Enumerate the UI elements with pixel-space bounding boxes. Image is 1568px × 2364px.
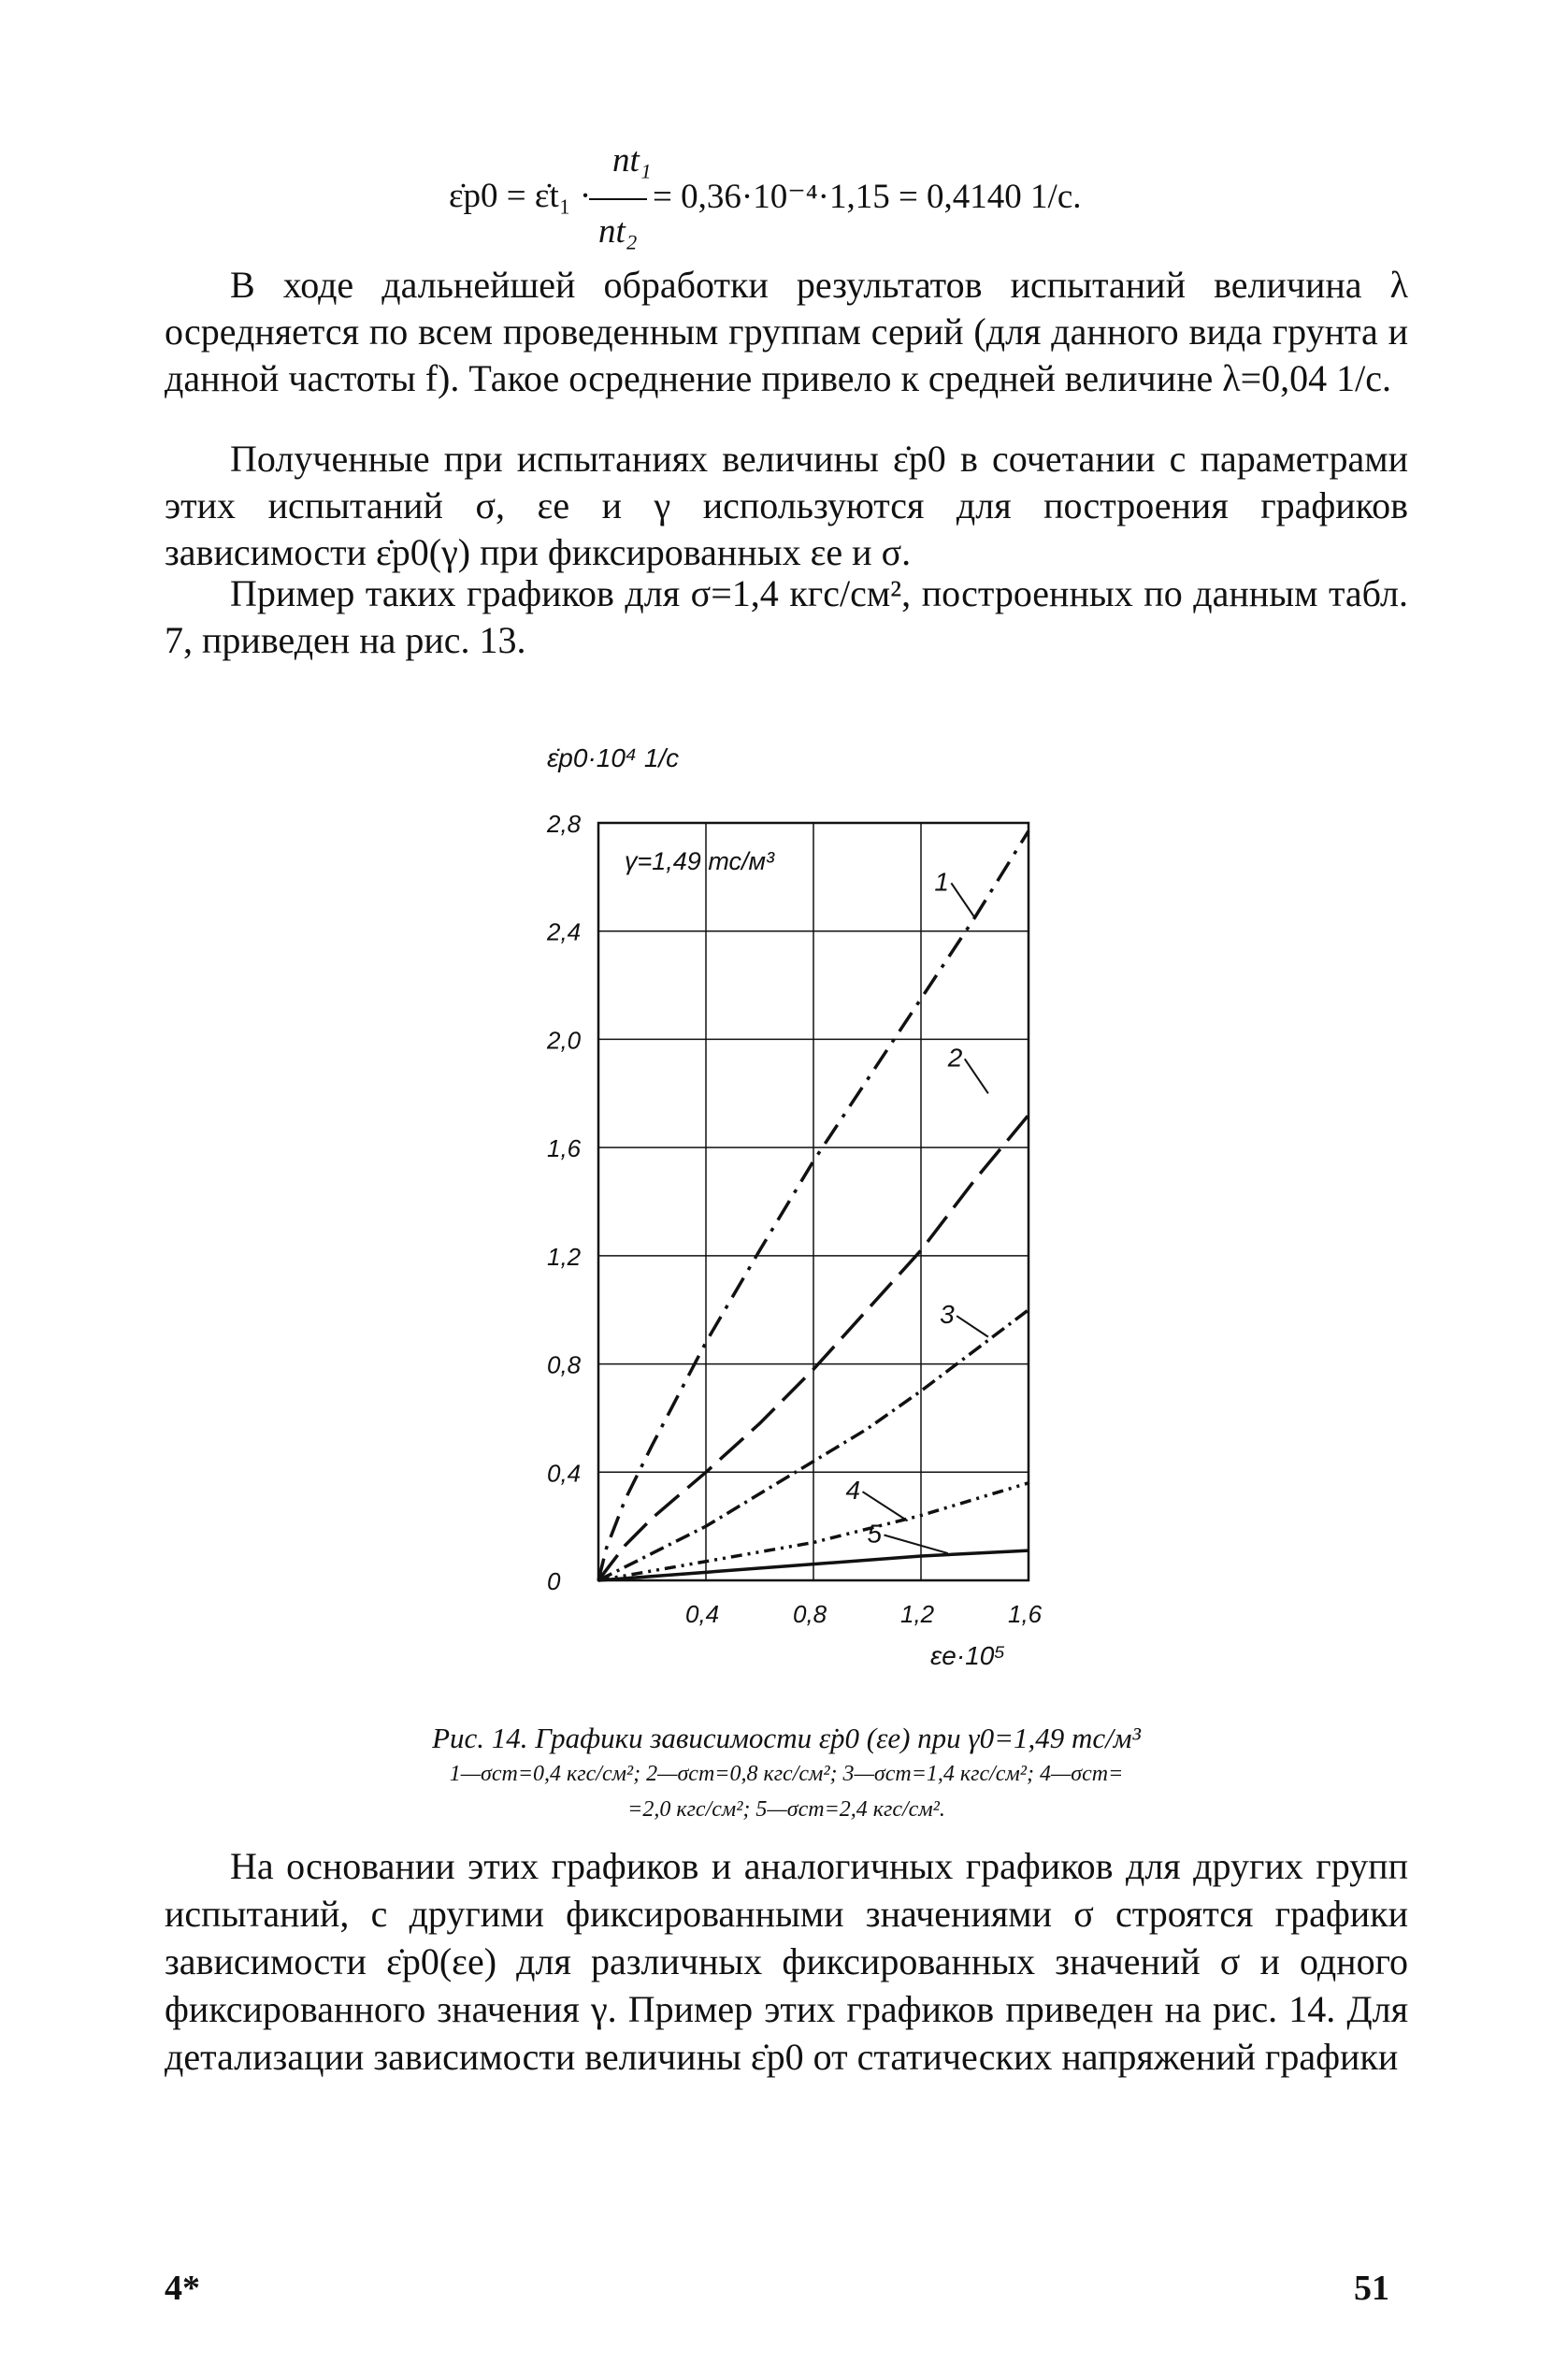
y-tick-label: 2,4 bbox=[547, 917, 582, 946]
x-axis-label: εe·10⁵ bbox=[930, 1641, 1006, 1670]
x-tick-label: 1,6 bbox=[1008, 1600, 1043, 1628]
paragraph-3: Пример таких графиков для σ=1,4 кгс/см², построенных по данным табл. 7, приведен на рис. 13. bbox=[165, 572, 1408, 661]
figure-14-chart bbox=[505, 739, 1085, 1702]
series-4-label: 4 bbox=[845, 1476, 861, 1506]
series-3-label: 3 bbox=[940, 1300, 955, 1330]
signature-mark: 4* bbox=[165, 2269, 200, 2308]
series-5-label: 5 bbox=[867, 1519, 883, 1549]
page-number: 51 bbox=[1354, 2269, 1389, 2308]
formula-rhs: = 0,36·10⁻⁴·1,15 = 0,4140 1/с. bbox=[653, 178, 1082, 216]
x-tick-label: 1,2 bbox=[900, 1600, 935, 1628]
x-tick-label: 0,4 bbox=[685, 1600, 720, 1628]
chart-grid bbox=[598, 823, 1029, 1580]
series-5-leader bbox=[885, 1535, 948, 1554]
figure-caption bbox=[165, 1721, 1408, 1827]
fraction-bar bbox=[589, 198, 647, 200]
paragraph-1: В ходе дальнейшей обработки результатов испытаний величина λ осредняется по всем проведенным группам серий (для данного вида грунта и данной частоты f). Такое осреднение привело к средней величине λ=0,04 1/с. bbox=[165, 264, 1408, 399]
caption-title: Рис. 14. Графики зависимости ε̇p0 (εe) при γ0=1,49 тс/м³ bbox=[432, 1722, 1141, 1754]
y-axis-label: ε̇p0·10⁴ 1/с bbox=[547, 743, 680, 772]
paragraph-4: На основании этих графиков и аналогичных графиков для других групп испытаний, с другими фиксированными значениями σ строятся графики зависимости ε̇p0(εe) для различных фиксированных значений σ и одного фиксированного значения γ. Пример этих графиков приведен на рис. 14. Для детализации зависимости величины ε̇p0 от статических напряжений графики bbox=[165, 1845, 1408, 2078]
gamma-annotation: γ=1,49 тс/м³ bbox=[625, 847, 775, 875]
y-tick-label: 1,2 bbox=[547, 1242, 582, 1271]
series-4-leader bbox=[863, 1492, 908, 1521]
caption-line-2: 1—σст=0,4 кгс/см²; 2—σст=0,8 кгс/см²; 3—σст=1,4 кгс/см²; 4—σст= bbox=[449, 1762, 1124, 1786]
series-2-label: 2 bbox=[947, 1043, 963, 1073]
chart-labels bbox=[546, 810, 1043, 1628]
formula-lhs: ε̇p0 = ε̇t₁ · bbox=[449, 177, 592, 215]
series-2-leader bbox=[965, 1059, 988, 1093]
y-tick-label: 2,8 bbox=[547, 810, 582, 838]
formula bbox=[449, 140, 1197, 262]
y-tick-label: 1,6 bbox=[547, 1134, 582, 1163]
y-tick-label: 2,0 bbox=[547, 1026, 582, 1055]
x-tick-label: 0,8 bbox=[793, 1600, 827, 1628]
series-1-label: 1 bbox=[934, 867, 949, 897]
formula-denominator: nt₂ bbox=[598, 212, 638, 251]
y-tick-label: 0,4 bbox=[547, 1459, 582, 1488]
formula-numerator: nt₁ bbox=[612, 141, 652, 180]
y-tick-label: 0 bbox=[547, 1567, 561, 1595]
series-3-leader bbox=[957, 1316, 988, 1336]
y-tick-label: 0,8 bbox=[547, 1350, 582, 1379]
caption-line-3: =2,0 кгс/см²; 5—σст=2,4 кгс/см². bbox=[627, 1797, 945, 1822]
paragraph-2: Полученные при испытаниях величины ε̇p0 в сочетании с параметрами этих испытаний σ, εe и γ используются для построения графиков зависимости ε̇p0(γ) при фиксированных εe и σ. bbox=[165, 438, 1408, 573]
series-1-leader bbox=[951, 883, 974, 917]
